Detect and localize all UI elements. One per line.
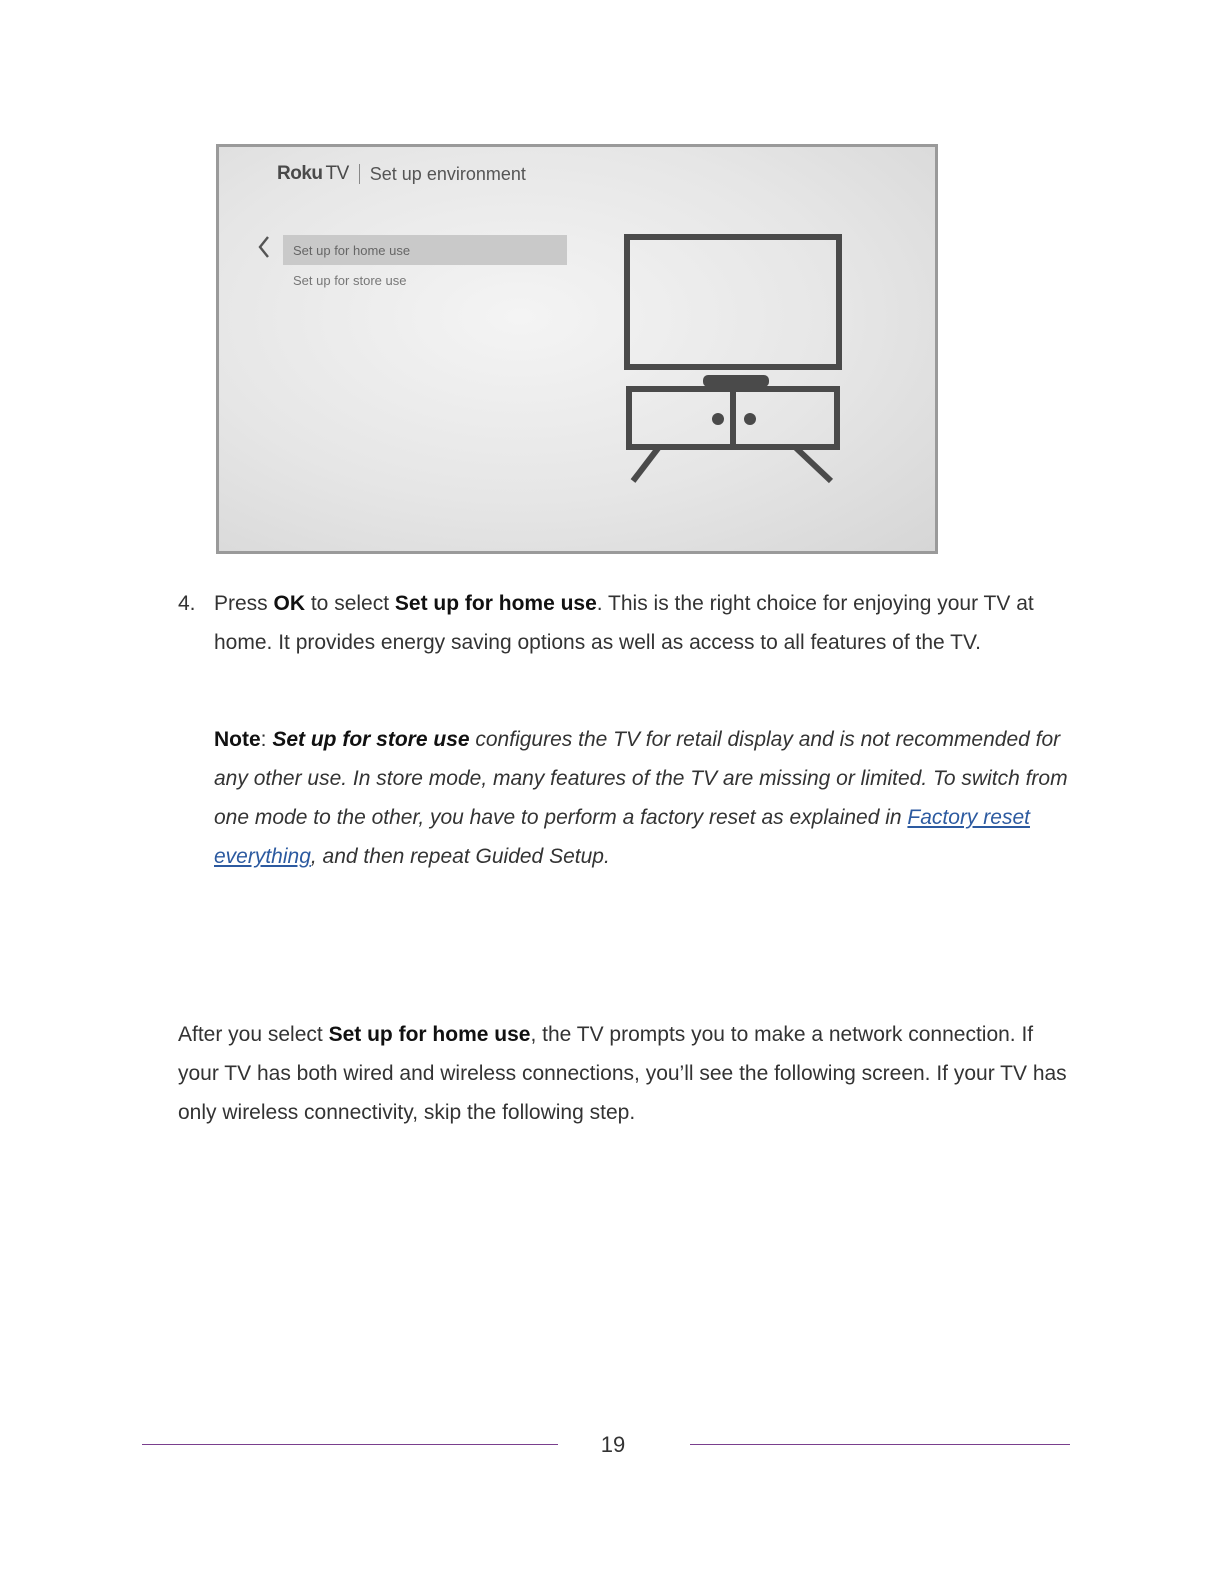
home-use-option: Set up for home use — [394, 592, 597, 615]
roku-tv-logo — [277, 163, 349, 185]
menu-item-store-use[interactable]: Set up for store use — [293, 272, 407, 288]
store-use-option: Set up for store use — [272, 728, 470, 751]
step-text: to select — [305, 592, 395, 615]
note-text: configures the TV for retail display and is not recommended for any other use. In store mode, many features of the TV are missing or limited. To switch from one mode to the other, you have to perform a factory reset as explained in — [214, 728, 1068, 829]
step-4-body — [214, 584, 1058, 662]
page-number-text: 19 — [600, 1432, 626, 1457]
note-label: Note — [214, 728, 261, 751]
note-paragraph — [214, 720, 1084, 876]
home-use-option: Set up for home use — [328, 1023, 531, 1046]
page-number — [0, 1432, 1224, 1458]
menu-item-home-use[interactable]: Set up for home use — [283, 235, 567, 265]
factory-reset-link[interactable]: Factory reset everything — [214, 806, 1030, 868]
after-paragraph — [178, 1015, 1078, 1132]
step-4-paragraph — [178, 584, 1058, 662]
step-text: Press — [214, 592, 274, 615]
tv-on-stand-icon — [623, 233, 853, 493]
note-text: , and then repeat Guided Setup. — [310, 845, 610, 868]
screen-title: Set up environment — [369, 163, 526, 184]
step-text: . This is the right choice for enjoying your TV at home. It provides energy saving options as well as access to all features of the TV. — [214, 592, 1034, 654]
roku-logo-tv: TV — [325, 163, 349, 184]
ok-key: OK — [273, 592, 306, 615]
chevron-left-icon[interactable] — [257, 235, 271, 264]
roku-logo-text: Roku — [277, 163, 323, 184]
step-number: 4. — [178, 592, 196, 615]
after-text: , the TV prompts you to make a network connection. If your TV has both wired and wireless connections, you’ll see the following screen. If your TV has only wireless connectivity, skip the following step. — [178, 1023, 1067, 1124]
footer-rule-right — [690, 1444, 1070, 1445]
header-divider — [359, 164, 360, 184]
tv-screenshot — [216, 144, 938, 554]
tv-header — [277, 163, 526, 185]
note-colon: : — [260, 728, 273, 751]
after-text: After you select — [178, 1023, 329, 1046]
